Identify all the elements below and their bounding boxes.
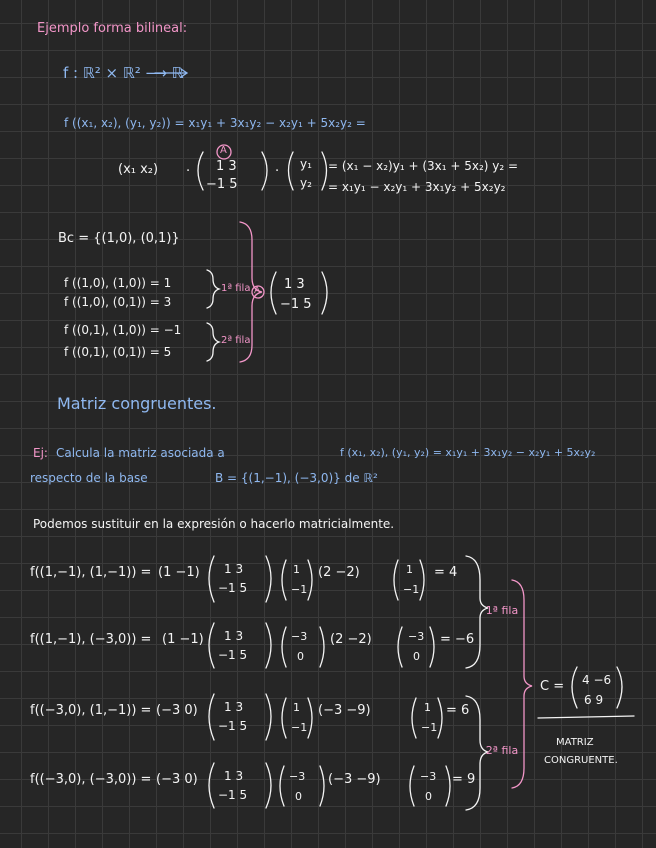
c-matrix-row-1: 4 −6 xyxy=(582,673,612,687)
comp-2-v-top: −3 xyxy=(291,630,308,643)
comp-4-v-top: −3 xyxy=(289,770,306,783)
dot-operator-2: · xyxy=(275,164,280,179)
comp-3-v-bottom: −1 xyxy=(291,721,308,734)
comp-2-a-row-2: −1 5 xyxy=(218,648,248,662)
comp-1-a-row-1: 1 3 xyxy=(224,562,244,576)
c-matrix-row-2: 6 9 xyxy=(584,693,604,707)
comp-3-result: = 6 xyxy=(446,703,470,718)
comp-4-result: = 9 xyxy=(452,772,476,787)
circled-label-a: A xyxy=(220,145,227,156)
basis-eq-3: f ((0,1), (1,0)) = −1 xyxy=(64,323,182,337)
comp-1-v2-top: 1 xyxy=(406,563,413,576)
comp-3-v2-top: 1 xyxy=(424,701,431,714)
column-vector-top: y₁ xyxy=(300,157,312,171)
comp-2-v-bottom: 0 xyxy=(297,650,304,663)
exercise-basis: B = {(1,−1), (−3,0)} de ℝ² xyxy=(215,471,378,485)
comp-4-a-row-2: −1 5 xyxy=(218,788,248,802)
comp-3-a-row-2: −1 5 xyxy=(218,719,248,733)
comp-4-v2-top: −3 xyxy=(420,770,437,783)
caption-matriz: MATRIZ xyxy=(556,737,594,748)
basis-eq-1: f ((1,0), (1,0)) = 1 xyxy=(64,276,172,290)
exercise-formula: f (x₁, x₂), (y₁, y₂) = x₁y₁ + 3x₁y₂ − x₂y₁ + 5x₂y₂ xyxy=(340,446,596,459)
comp-4-v-bottom: 0 xyxy=(295,790,302,803)
result-line-2: = x₁y₁ − x₂y₁ + 3x₁y₂ + 5x₂y₂ xyxy=(328,180,506,194)
section-title: Matriz congruentes. xyxy=(57,394,217,413)
example-heading: Ejemplo forma bilineal: xyxy=(37,21,188,36)
caption-congruente: CONGRUENTE. xyxy=(544,755,618,766)
comp-4-row: (−3 0) xyxy=(156,772,198,787)
column-vector-bottom: y₂ xyxy=(300,176,312,190)
circled-label-a-2: A xyxy=(254,286,261,296)
comp-3-v-top: 1 xyxy=(293,701,300,714)
comp-2-lhs: f((1,−1), (−3,0)) = xyxy=(30,632,152,647)
basis-eq-2: f ((1,0), (0,1)) = 3 xyxy=(64,295,172,309)
method-text: Podemos sustituir en la expresión o hacerlo matricialmente. xyxy=(33,517,395,531)
fila-1-annotation: 1ª fila xyxy=(485,604,519,617)
comp-3-row: (−3 0) xyxy=(156,703,198,718)
result-line-1: = (x₁ − x₂)y₁ + (3x₁ + 5x₂) y₂ = xyxy=(328,159,519,173)
fila-2-label: 2ª fila xyxy=(221,335,251,346)
comp-1-result: = 4 xyxy=(434,565,458,580)
matrix-a-row-1: 1 3 xyxy=(216,159,237,174)
exercise-label: Ej: xyxy=(33,446,48,460)
comp-1-v-top: 1 xyxy=(293,563,300,576)
exercise-line-2: respecto de la base xyxy=(30,471,148,485)
comp-2-result: = −6 xyxy=(440,632,475,647)
bilinear-definition: f ((x₁, x₂), (y₁, y₂)) = x₁y₁ + 3x₁y₂ − x₂y₁ + 5x₂y₂ = xyxy=(64,116,366,130)
comp-1-row: (1 −1) xyxy=(158,565,200,580)
comp-4-mid: (−3 −9) xyxy=(328,772,381,787)
exercise-line-1: Calcula la matriz asociada a xyxy=(56,446,225,460)
map-definition: f : ℝ² × ℝ² ⟶ ℝ xyxy=(63,64,184,82)
comp-4-lhs: f((−3,0), (−3,0)) = xyxy=(30,772,152,787)
comp-1-mid: (2 −2) xyxy=(318,565,360,580)
fila-2-annotation: 2ª fila xyxy=(485,744,519,757)
basis-eq-4: f ((0,1), (0,1)) = 5 xyxy=(64,345,172,359)
comp-1-v-bottom: −1 xyxy=(291,583,308,596)
comp-1-lhs: f((1,−1), (1,−1)) = xyxy=(30,565,152,580)
comp-1-v2-bottom: −1 xyxy=(403,583,420,596)
comp-2-row: (1 −1) xyxy=(162,632,204,647)
dot-operator: · xyxy=(186,164,191,179)
comp-2-v2-bottom: 0 xyxy=(413,650,420,663)
matrix-a-row-2: −1 5 xyxy=(206,177,238,192)
comp-2-v2-top: −3 xyxy=(408,630,425,643)
comp-3-lhs: f((−3,0), (1,−1)) = xyxy=(30,703,152,718)
matrix-m-row-1: 1 3 xyxy=(284,277,305,292)
comp-1-a-row-2: −1 5 xyxy=(218,581,248,595)
comp-4-v2-bottom: 0 xyxy=(425,790,432,803)
comp-2-a-row-1: 1 3 xyxy=(224,629,244,643)
comp-3-a-row-1: 1 3 xyxy=(224,700,244,714)
c-matrix-label: C = xyxy=(540,679,565,694)
row-vector: (x₁ x₂) xyxy=(118,162,159,177)
matrix-m-row-2: −1 5 xyxy=(280,297,312,312)
comp-4-a-row-1: 1 3 xyxy=(224,769,244,783)
comp-3-v2-bottom: −1 xyxy=(421,721,438,734)
comp-2-mid: (2 −2) xyxy=(330,632,372,647)
canonical-basis-label: Bc = {(1,0), (0,1)} xyxy=(58,231,180,246)
fila-1-label: 1ª fila xyxy=(221,283,251,294)
comp-3-mid: (−3 −9) xyxy=(318,703,371,718)
